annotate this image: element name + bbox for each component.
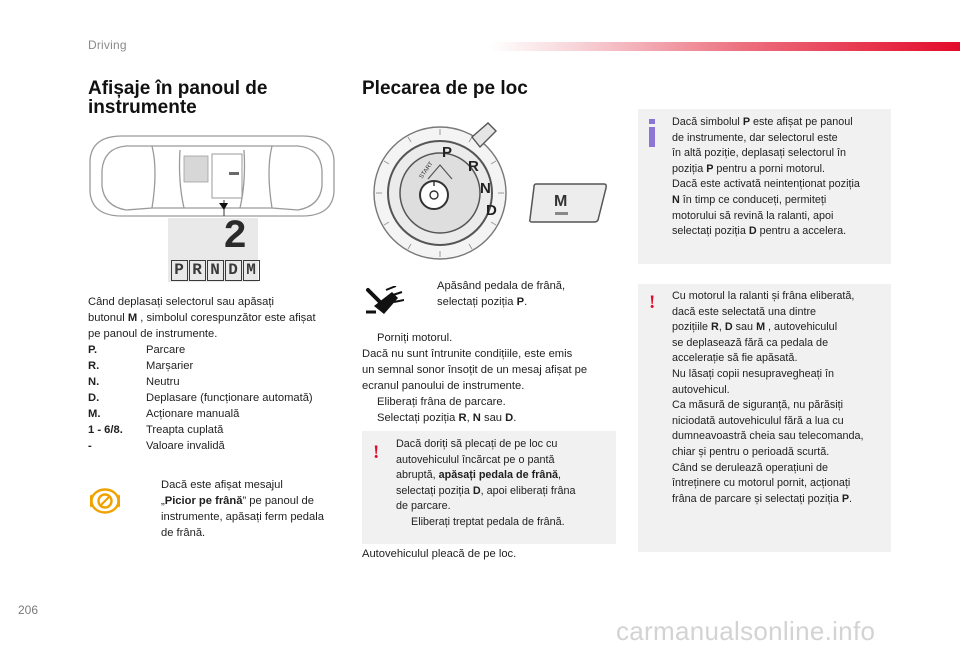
gear-letter-strip [171, 260, 260, 281]
m-button-label: M [554, 193, 568, 210]
pedal-instruction: Apăsând pedala de frână, selectați poziția P. [437, 280, 566, 308]
watermark: carmanualsonline.info [616, 616, 876, 646]
gear-selector-dial-illustration [368, 117, 516, 267]
safety-warning-box [638, 284, 891, 552]
dial-letter-n: N [480, 180, 491, 197]
vehicle-moves-text: Autovehiculul pleacă de pe loc. [362, 548, 517, 560]
warning-icon: ! [649, 292, 656, 313]
dial-letter-p: P [442, 144, 453, 161]
info-box [638, 109, 891, 264]
gear-definitions-list: P. Parcare R. Marșarier N. Neutru D. Deplasare (funcționare automată) M. Acționare manuală 1 - 6/8. Treapta cuplată - Valoare invalidă [88, 344, 313, 452]
gear-letter-m: M [243, 260, 260, 281]
section-label: Driving [88, 38, 127, 52]
slope-warning-box [362, 431, 616, 544]
brake-message-text: Dacă este afișat mesajul „Picior pe frână” pe panoul de instrumente, apăsați ferm pedala de frână. [161, 479, 324, 539]
safety-warning-text: Cu motorul la ralanti și frâna eliberată, dacă este selectată una dintre pozițiile R, D sau M , autovehiculul se deplasează fără ca pedala de accelerație să fie apăsată. Nu lăsați copii nesupravegheați în autovehicul. Ca măsură de siguranță, nu părăsiți niciodată autovehiculul fără a lua cu dumneavoastră cheia sau telecomanda, chiar și pentru o perioadă scurtă. Când se derulează operațiuni de întreținere cu motorul pornit, acționați frâna de parcare și selectați poziția P. [672, 290, 864, 505]
gear-display-panel [170, 215, 260, 282]
gear-digit: 2 [222, 215, 247, 260]
header-gradient-bar [490, 42, 960, 51]
info-box-text: Dacă simbolul P este afișat pe panoul de instrumente, dar selectorul este în altă poziție, deplasați selectorul în poziția P pentru a porni motorul. Dacă este activată neintenționat poziția N în timp ce conduceți, permiteți motorului să revină la ralanti, apoi selectați poziția D pentru a accelera. [672, 116, 860, 238]
manual-mode-button-illustration [528, 182, 608, 224]
page-number: 206 [18, 603, 39, 617]
left-section-title: Afișaje în panoul de instrumente [88, 78, 268, 118]
dial-start-text: START [418, 161, 435, 181]
brake-warning-icon [90, 488, 120, 514]
gear-letter-n: N [207, 260, 224, 281]
gear-letter-r: R [189, 260, 206, 281]
middle-section-title: Plecarea de pe loc [362, 78, 528, 99]
left-intro-text: Când deplasați selectorul sau apăsați butonul M , simbolul corespunzător este afișat pe panoul de instrumente. [88, 296, 316, 340]
gear-letter-d: D [225, 260, 242, 281]
start-steps: Porniți motorul. Dacă nu sunt întrunite condițiile, este emis un semnal sonor însoțit de un mesaj afișat pe ecranul panoului de instrumente. Eliberați frâna de parcare. Selectați poziția R, N sau D. [362, 332, 588, 424]
foot-pedal-icon [364, 286, 404, 318]
dial-letter-r: R [468, 158, 479, 175]
warning-icon: ! [373, 442, 380, 463]
info-icon [649, 119, 655, 147]
slope-warning-text: Dacă doriți să plecați de pe loc cu autovehiculul încărcat pe o pantă abruptă, apăsați pedala de frână, selectați poziția D, apoi eliberați frâna de parcare. Eliberați treptat pedala de frână. [396, 438, 576, 528]
dial-letter-d: D [486, 202, 497, 219]
gear-letter-p: P [171, 260, 188, 281]
